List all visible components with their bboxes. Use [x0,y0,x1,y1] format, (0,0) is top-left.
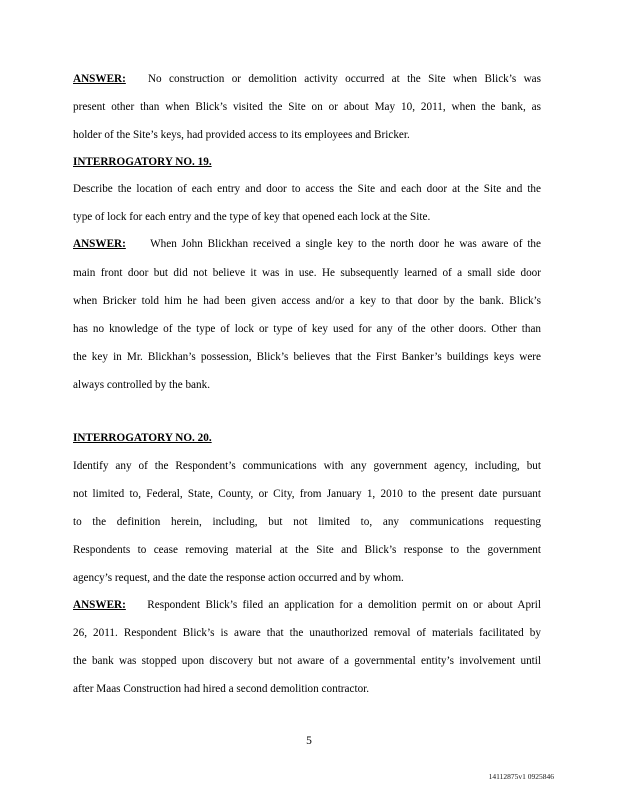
answer-2-line-6: always controlled by the bank. [73,379,211,391]
answer-3-line-1 [73,598,541,612]
answer-2-line-2: main front door but did not believe it was in use. He subsequently learned of a small side door [73,267,541,279]
answer-3-line-4: after Maas Construction had hired a second demolition contractor. [73,683,370,695]
interrogatory-19-heading [73,155,541,169]
interrogatory-19-line-1: Describe the location of each entry and door to access the Site and each door at the Site and the [73,183,541,195]
answer-1-text: No construction or demolition activity occurred at the Site when Blick’s was [147,73,541,85]
answer-label: ANSWER: [73,73,126,85]
document-id: 14112875v1 0925846 [488,772,554,781]
answer-2-text: When John Blickhan received a single key to the north door he was aware of the [150,238,541,250]
answer-2-line-1 [73,237,541,251]
answer-2-line-3: when Bricker told him he had been given access and/or a key to that door by the bank. Blick’s [73,295,541,307]
answer-1-line-3: holder of the Site’s keys, had provided access to its employees and Bricker. [73,129,410,141]
interrogatory-20-line-3: to the definition herein, including, but not limited to, any communications requesting [73,516,541,528]
answer-1-line-2: present other than when Blick’s visited the Site on or about May 10, 2011, when the bank, as [73,101,541,113]
answer-1-line-1 [73,72,541,86]
page-number: 5 [306,735,312,747]
interrogatory-20-title: INTERROGATORY NO. 20. [73,432,212,444]
answer-3-line-2: 26, 2011. Respondent Blick’s is aware that the unauthorized removal of materials facilitated by [73,627,541,639]
interrogatory-19-line-2: type of lock for each entry and the type of key that opened each lock at the Site. [73,211,431,223]
interrogatory-19-title: INTERROGATORY NO. 19. [73,156,212,168]
answer-2-line-4: has no knowledge of the type of lock or type of key used for any of the other doors. Other than [73,323,541,335]
interrogatory-20-heading [73,431,541,445]
answer-3-line-3: the bank was stopped upon discovery but not aware of a governmental entity’s involvement until [73,655,541,667]
interrogatory-20-line-1: Identify any of the Respondent’s communications with any government agency, including, but [73,460,541,472]
interrogatory-20-line-2: not limited to, Federal, State, County, or City, from January 1, 2010 to the present date pursuant [73,488,541,500]
answer-label: ANSWER: [73,238,126,250]
answer-label: ANSWER: [73,599,126,611]
interrogatory-20-line-4: Respondents to cease removing material at the Site and Blick’s response to the government [73,544,541,556]
answer-3-text: Respondent Blick’s filed an application for a demolition permit on or about April [147,599,541,611]
answer-2-line-5: the key in Mr. Blickhan’s possession, Blick’s believes that the First Banker’s buildings keys were [73,351,541,363]
interrogatory-20-line-5: agency’s request, and the date the response action occurred and by whom. [73,572,404,584]
